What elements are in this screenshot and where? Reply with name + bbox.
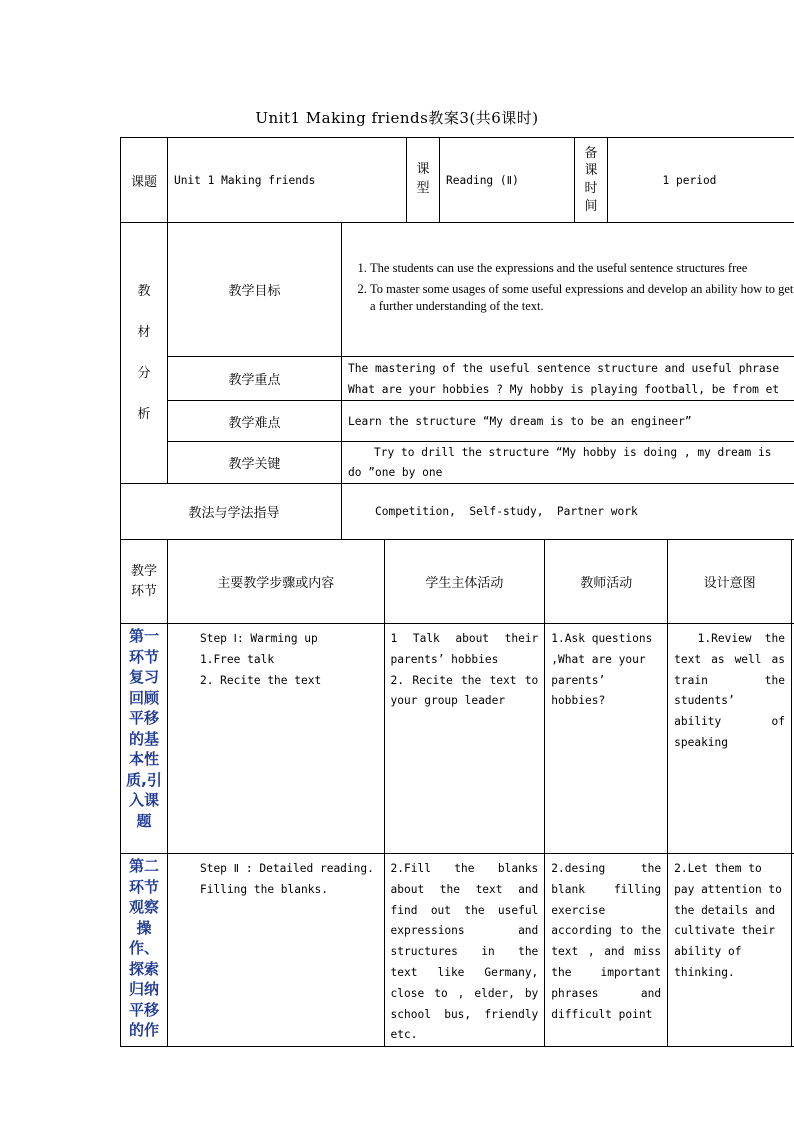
steps-cell: Step Ⅱ : Detailed reading. Filling the blanks. — [167, 854, 384, 1047]
method-label: 教法与学法指导 — [121, 484, 342, 540]
material-analysis-label: 教材分析 — [121, 223, 168, 484]
key-points-value: The mastering of the useful sentence structure and useful phrase What are your hobbies ? My hobby is playing football, be from et — [342, 357, 794, 401]
student-activity-cell: 2.Fill the blanks about the text and find out the useful expressions and structures in the text like Germany, close to , elder, by school bus, friendly etc. — [384, 854, 545, 1047]
time-label: 备课时间 — [574, 138, 607, 223]
topic-label: 课题 — [121, 138, 168, 223]
topic-value: Unit 1 Making friends — [167, 138, 406, 223]
student-activity-cell: 1 Talk about their parents’ hobbies 2. Recite the text to your group leader — [384, 624, 545, 854]
teacher-activity-cell: 1.Ask questions ,What are your parents’ hobbies? — [545, 624, 668, 854]
key-points-label: 教学重点 — [167, 357, 341, 401]
method-value: Competition, Self-study, Partner work — [342, 484, 794, 540]
steps-cell: Step Ⅰ: Warming up 1.Free talk 2. Recite the text — [167, 624, 384, 854]
col-teacher-header: 教师活动 — [545, 540, 668, 624]
lesson-info-table — [120, 137, 794, 540]
difficult-points-label: 教学难点 — [167, 401, 341, 442]
crux-label: 教学关键 — [167, 442, 341, 484]
document-title: Unit1 Making friends教案3(共6课时) — [255, 109, 539, 127]
design-intent-cell: 1.Review the text as well as train the students’ ability of speaking — [668, 624, 792, 854]
col-design-header: 设计意图 — [668, 540, 792, 624]
teaching-process-table — [120, 539, 794, 1047]
col-steps-header: 主要教学步骤或内容 — [167, 540, 384, 624]
difficult-points-value: Learn the structure “My dream is to be an engineer” — [342, 401, 794, 442]
type-value: Reading (Ⅱ) — [440, 138, 575, 223]
type-label: 课型 — [407, 138, 440, 223]
objectives-list — [342, 223, 794, 357]
time-value: 1 period — [607, 138, 794, 223]
design-intent-cell: 2.Let them to pay attention to the details and cultivate their ability of thinking. — [668, 854, 792, 1047]
stage-cell: 第二环节观察操作、探索归纳平移的作 — [121, 854, 168, 1047]
stage-cell: 第一环节复习回顾平移的基本性质,引入课题 — [121, 624, 168, 854]
teacher-activity-cell: 2.desing the blank filling exercise according to the text , and miss the important phrases and difficult point — [545, 854, 668, 1047]
objective-item: 2. To master some usages of some useful expressions and develop an ability how to get a further understanding of the text. — [370, 281, 794, 315]
col-student-header: 学生主体活动 — [384, 540, 545, 624]
objectives-label: 教学目标 — [167, 223, 341, 357]
col-stage-header: 教学环节 — [121, 540, 168, 624]
crux-value: Try to drill the structure “My hobby is doing , my dream is do ”one by one — [342, 442, 794, 484]
objective-item: 1. The students can use the expressions and the useful sentence structures free — [370, 260, 794, 277]
